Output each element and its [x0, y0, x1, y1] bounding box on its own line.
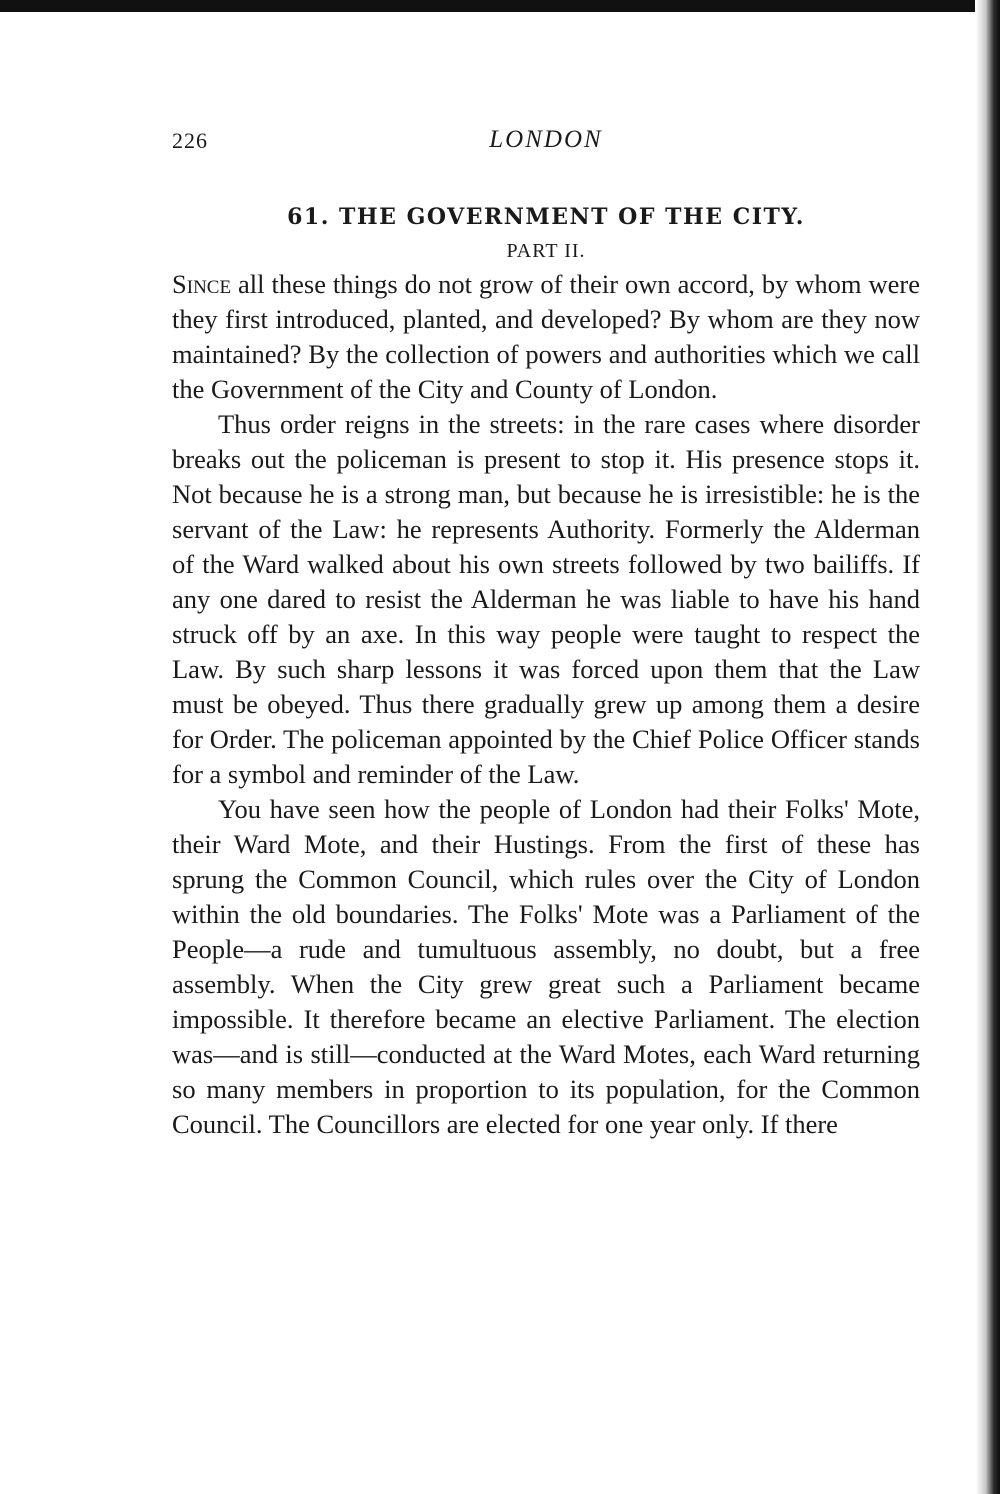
- chapter-title: 61. THE GOVERNMENT OF THE CITY.: [287, 204, 805, 230]
- paragraph-1-text: all these things do not grow of their own accord, by whom were they first introduced, planted, and developed? By whom are they now maintained? By the collection of powers and authorities which we call the Government of the City and County of London.: [172, 269, 920, 404]
- running-head: [172, 122, 920, 166]
- page-number: 226: [172, 128, 208, 153]
- paragraph-1-lead: Since: [172, 269, 232, 299]
- running-title: LONDON: [489, 126, 603, 153]
- paragraph-1: [172, 267, 920, 407]
- paragraph-2: Thus order reigns in the streets: in the rare cases where disorder breaks out the policeman is present to stop it. His presence stops it. Not because he is a strong man, but because he is irresistible: he is the servant of the Law: he represents Authority. Formerly the Alderman of the Ward walked about his own streets followed by two bailiffs. If any one dared to resist the Alderman he was liable to have his hand struck off by an axe. In this way people were taught to respect the Law. By such sharp lessons it was forced upon them that the Law must be obeyed. Thus there gradually grew up among them a desire for Order. The policeman appointed by the Chief Police Officer stands for a symbol and reminder of the Law.: [172, 409, 920, 789]
- paragraph-3: You have seen how the people of London had their Folks' Mote, their Ward Mote, and their Hustings. From the first of these has sprung the Common Council, which rules over the City of London within the old boundaries. The Folks' Mote was a Parliament of the People—a rude and tumultuous assembly, no doubt, but a free assembly. When the City grew great such a Parliament became impossible. It therefore became an elective Parliament. The election was—and is still—conducted at the Ward Motes, each Ward returning so many members in proportion to its population, for the Common Council. The Councillors are elected for one year only. If there: [172, 794, 920, 1139]
- book-page: [172, 122, 920, 1142]
- book-spine-shadow: [976, 0, 1000, 1494]
- page-top-edge: [0, 0, 975, 12]
- body-text: [172, 267, 920, 1142]
- chapter-subtitle: PART II.: [506, 240, 586, 262]
